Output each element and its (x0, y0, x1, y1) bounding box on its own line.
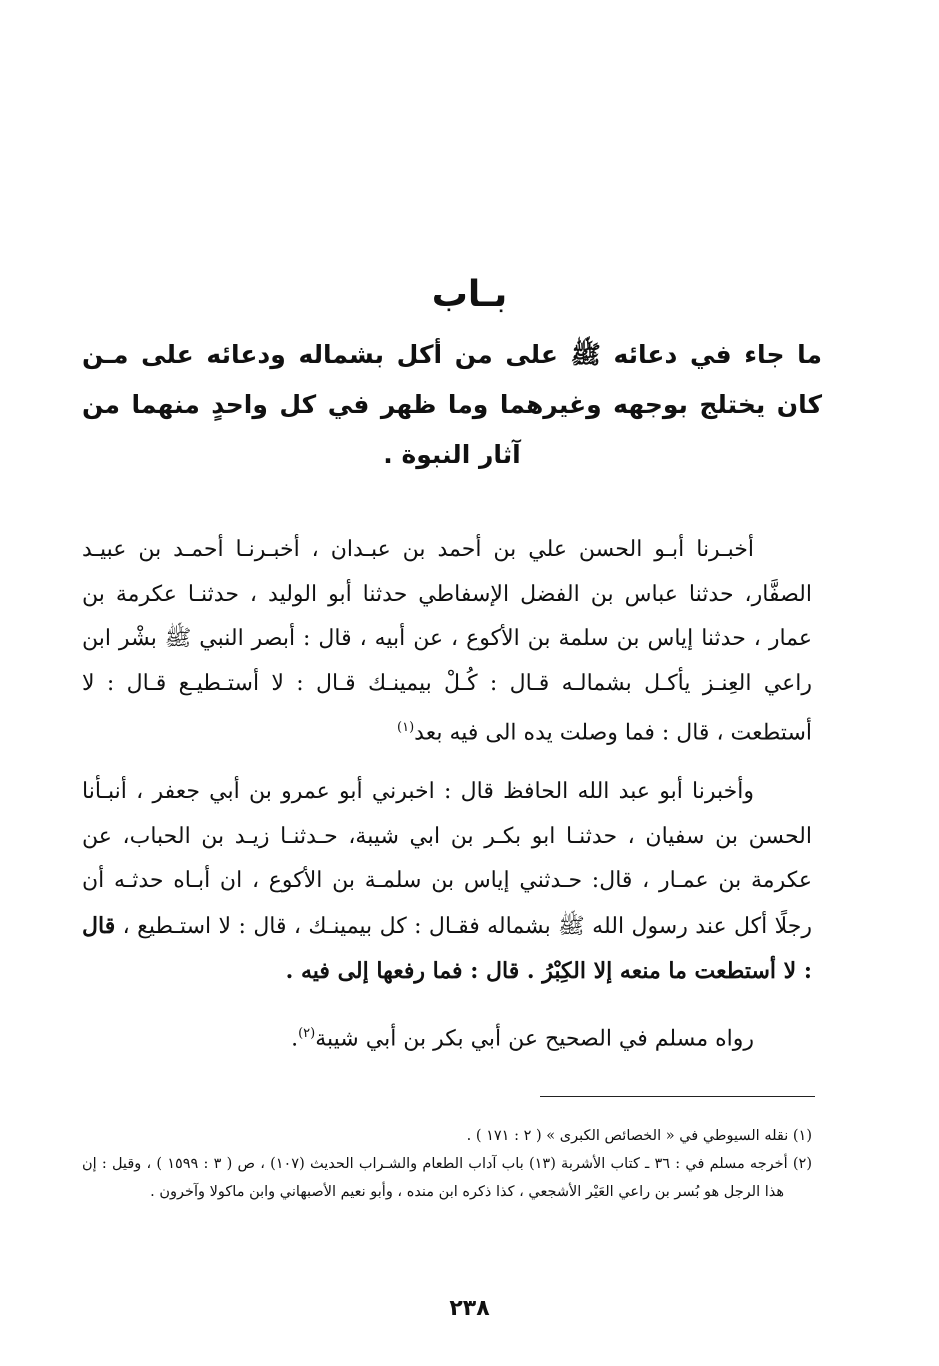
footnote-ref-1: (١) (397, 720, 415, 735)
paragraph-text: وأخبرنا أبو عبد الله الحافظ قال : اخبرني أبو عمرو بن أبي جعفر ، أنبـأنا الحسن بن سفيان ، حدثنـا ابو بكـر بن ابي شيبة، حـدثنـا زيـد بن الحباب، عن عكرمة بن عمـار ، قال: حـدثني إياس بن سلمـة بن الأكوع ، ان أبـاه حدثـه أن رجلًا أكل عند رسول الله ﷺ بشماله فقـال : كل بيمينـك ، قال : لا استـطيع ، (82, 779, 812, 939)
paragraph-bold-ending: قال : لا أستطعت ما منعه إلا الكِبْرُ . قال : فما رفعها إلى فيه . (82, 912, 812, 984)
paragraph-text: أخبـرنا أبـو الحسن علي بن أحمد بن عبـدان ، أخبـرنـا أحمـد بن عبيـد الصفَّار، حدثنا عباس بن الفضل الإسفاطي حدثنا أبو الوليد ، حدثنـا عكرمة بن عمار ، حدثنا إياس بن سلمة بن الأكوع ، عن أبيه ، قال : أبصر النبي ﷺ بشْر ابن راعي العِنـز يأكـل بشمالـه قـال : كُـلْ بيمينـك قـال : لا أستـطيـع قـال : لا أستطعت ، قال : فما وصلت يده الى فيه بعد (82, 537, 812, 746)
chapter-title: ما جاء في دعائه ﷺ على من أكل بشماله ودعائه على مـن كان يختلج بوجهه وغيرهما وما ظهر في كل واحدٍ منهما من آثار النبوة . (82, 340, 822, 469)
footnote-divider (540, 1096, 815, 1097)
footnote-2: (٢) أخرجه مسلم في : ٣٦ ـ كتاب الأشربة (١٣) باب آداب الطعام والشـراب الحديث (١٠٧) ، ص ( ٣ : ١٥٩٩ ) ، وقيل : إن هذا الرجل هو بُسر بن راعي العَيْر الأشجعي ، كذا ذكره ابن منده ، وأبو نعيم الأصبهاني وابن ماكولا وآخرون . (82, 1156, 812, 1200)
footnote-1: (١) نقله السيوطي في « الخصائص الكبرى » ( ٢ : ١٧١ ) . (466, 1128, 812, 1144)
footnotes-section (82, 1122, 812, 1206)
footnote-ref-2: (٢) (298, 1026, 316, 1041)
paragraph-end-mark: . (291, 1026, 299, 1052)
hadith-paragraph-3 (82, 1012, 812, 1062)
hadith-paragraph-2 (82, 770, 812, 995)
page-number: ٢٣٨ (449, 1296, 490, 1321)
paragraph-text: رواه مسلم في الصحيح عن أبي بكر بن أبي شيبة (315, 1026, 754, 1052)
hadith-paragraph-1 (82, 528, 812, 756)
chapter-label: بـاب (431, 274, 508, 315)
